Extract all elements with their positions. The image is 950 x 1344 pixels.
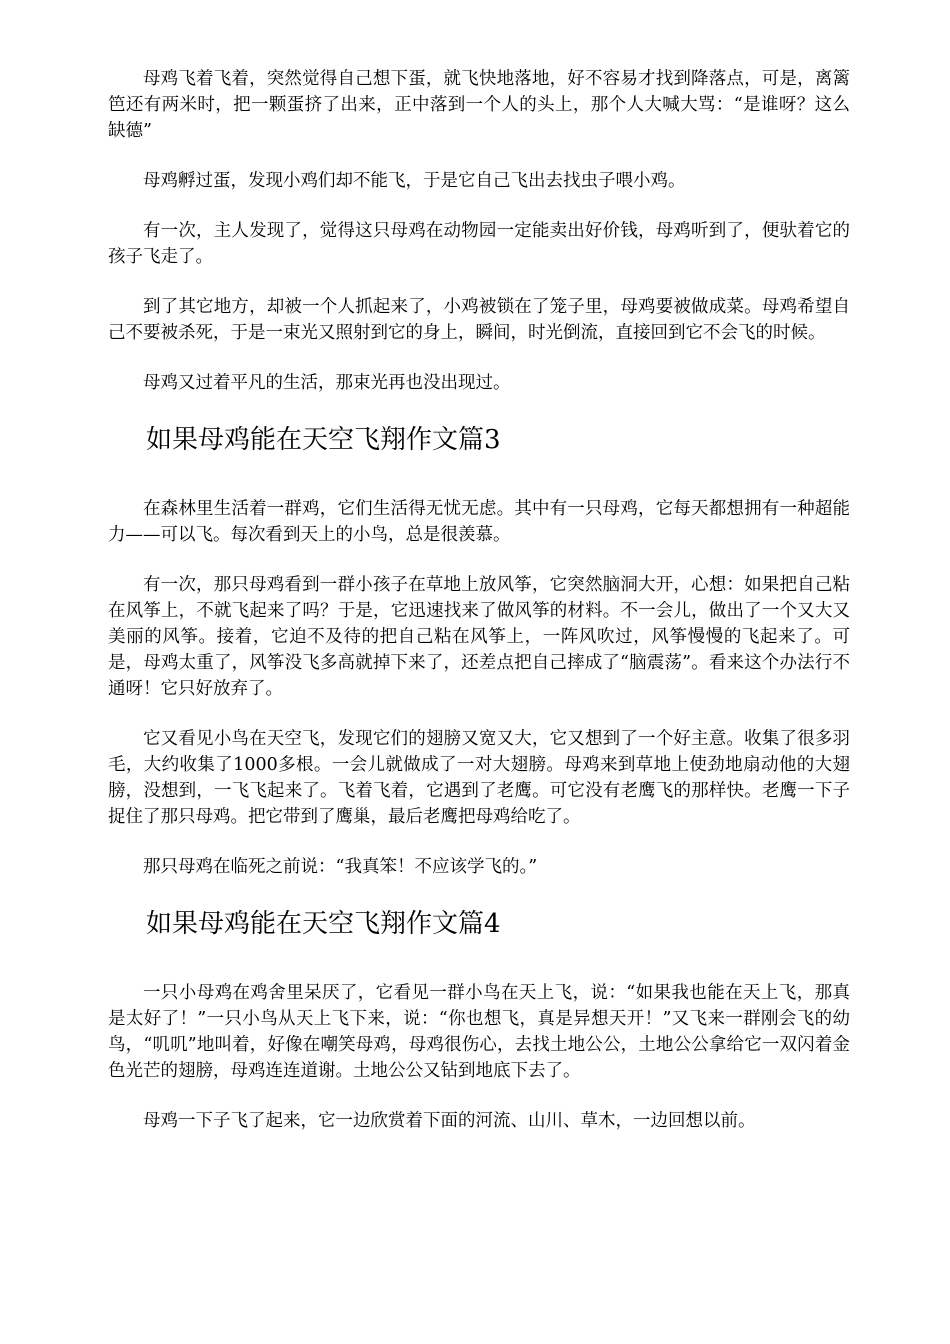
paragraph: 母鸡又过着平凡的生活，那束光再也没出现过。 — [143, 373, 511, 393]
section-heading-4: 如果母鸡能在天空飞翔作文篇4 — [146, 909, 501, 939]
paragraph: 母鸡孵过蛋，发现小鸡们却不能飞，于是它自己飞出去找虫子喂小鸡。 — [143, 171, 686, 191]
paragraph: 有一次，那只母鸡看到一群小孩子在草地上放风筝，它突然脑洞大开，心想：如果把自己粘在风筝上，不就飞起来了吗？于是，它迅速找来了做风筝的材料。不一会儿，做出了一个又大又美丽的风筝。接着，它迫不及待的把自己粘在风筝上，一阵风吹过，风筝慢慢的飞起来了。可是，母鸡太重了，风筝没飞多高就掉下来了，还差点把自己摔成了“脑震荡”。看来这个办法行不通呀！它只好放弃了。 — [108, 575, 850, 699]
document-page — [108, 66, 850, 1134]
paragraph: 那只母鸡在临死之前说：“我真笨！不应该学飞的。” — [143, 857, 538, 877]
paragraph: 到了其它地方，却被一个人抓起来了，小鸡被锁在了笼子里，母鸡要被做成菜。母鸡希望自己不要被杀死，于是一束光又照射到它的身上，瞬间，时光倒流，直接回到它不会飞的时候。 — [108, 297, 850, 343]
paragraph: 母鸡一下子飞了起来，它一边欣赏着下面的河流、山川、草木，一边回想以前。 — [143, 1111, 756, 1131]
paragraph: 有一次，主人发现了，觉得这只母鸡在动物园一定能卖出好价钱，母鸡听到了，便驮着它的孩子飞走了。 — [108, 221, 850, 267]
section-heading-3: 如果母鸡能在天空飞翔作文篇3 — [146, 425, 501, 455]
paragraph: 它又看见小鸟在天空飞，发现它们的翅膀又宽又大，它又想到了一个好主意。收集了很多羽毛，大约收集了1000多根。一会儿就做成了一对大翅膀。母鸡来到草地上使劲地扇动他的大翅膀，没想到，一飞飞起来了。飞着飞着，它遇到了老鹰。可它没有老鹰飞的那样快。老鹰一下子捉住了那只母鸡。把它带到了鹰巢，最后老鹰把母鸡给吃了。 — [108, 729, 850, 827]
paragraph: 一只小母鸡在鸡舍里呆厌了，它看见一群小鸟在天上飞，说：“如果我也能在天上飞，那真是太好了！”一只小鸟从天上飞下来，说：“你也想飞，真是异想天开！”又飞来一群刚会飞的幼鸟，“叽叽”地叫着，好像在嘲笑母鸡，母鸡很伤心，去找土地公公，土地公公拿给它一双闪着金色光芒的翅膀，母鸡连连道谢。土地公公又钻到地底下去了。 — [108, 983, 850, 1081]
paragraph: 母鸡飞着飞着，突然觉得自己想下蛋，就飞快地落地，好不容易才找到降落点，可是，离篱笆还有两米时，把一颗蛋挤了出来，正中落到一个人的头上，那个人大喊大骂：“是谁呀？这么缺德” — [108, 69, 850, 141]
paragraph: 在森林里生活着一群鸡，它们生活得无忧无虑。其中有一只母鸡，它每天都想拥有一种超能力——可以飞。每次看到天上的小鸟，总是很羡慕。 — [108, 499, 850, 545]
